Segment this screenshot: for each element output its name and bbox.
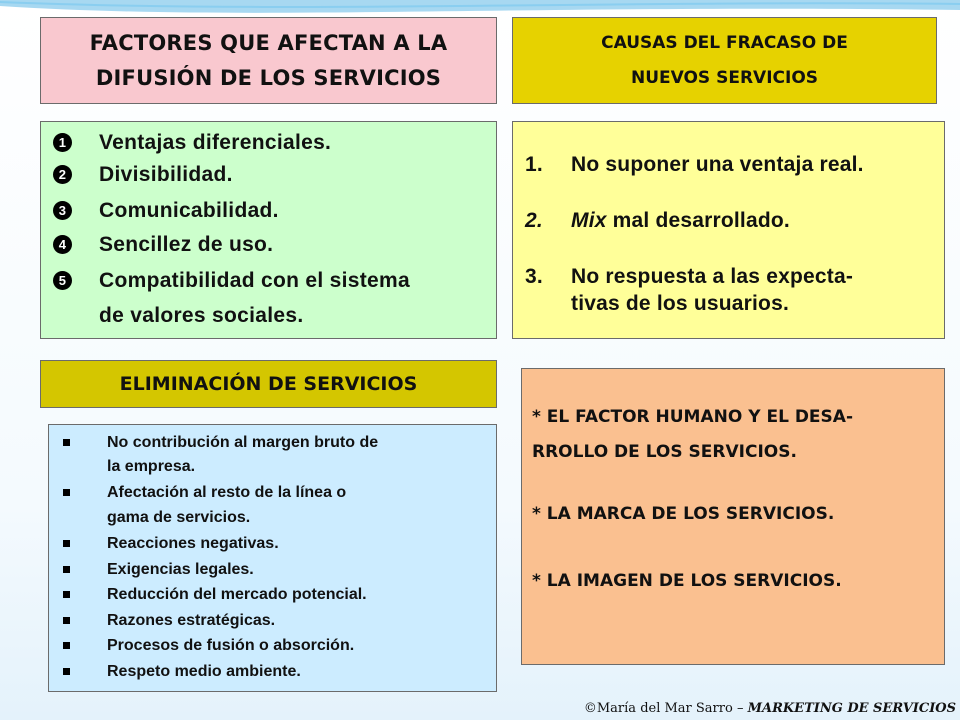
eliminacion-item-text: No contribución al margen bruto de xyxy=(107,434,379,451)
eliminacion-item-text: Respeto medio ambiente. xyxy=(107,663,301,680)
numbered-circle-icon: 1 xyxy=(53,133,72,152)
causas-item-number: 1. xyxy=(525,153,543,176)
eliminacion-item-text: gama de servicios. xyxy=(107,509,251,526)
eliminacion-list-box xyxy=(48,424,497,692)
footer-credit xyxy=(584,701,956,716)
eliminacion-item-text: Reducción del mercado potencial. xyxy=(107,586,367,603)
eliminacion-item-text: la empresa. xyxy=(107,458,196,475)
eliminacion-title-box xyxy=(40,360,497,408)
eliminacion-item-text: Razones estratégicas. xyxy=(107,612,276,629)
square-bullet-icon xyxy=(63,642,70,649)
footer-course: MARKETING DE SERVICIOS xyxy=(747,701,956,716)
causas-title-line2: NUEVOS SERVICIOS xyxy=(630,67,819,88)
factores-title-box xyxy=(40,17,497,104)
eliminacion-title: ELIMINACIÓN DE SERVICIOS xyxy=(119,373,418,395)
notas-line: * EL FACTOR HUMANO Y EL DESA- xyxy=(532,407,853,427)
eliminacion-item-text: Procesos de fusión o absorción. xyxy=(107,637,355,654)
notas-line: RROLLO DE LOS SERVICIOS. xyxy=(532,442,797,462)
causas-item-text: No respuesta a las expecta- xyxy=(571,265,854,288)
causas-item-number: 2. xyxy=(525,209,543,232)
factores-item-text: Divisibilidad. xyxy=(99,163,233,186)
numbered-circle-icon: 2 xyxy=(53,165,72,184)
square-bullet-icon xyxy=(63,566,70,573)
causas-title-line1: CAUSAS DEL FRACASO DE xyxy=(601,32,848,53)
numbered-circle-icon: 4 xyxy=(53,235,72,254)
notas-box xyxy=(521,368,945,665)
eliminacion-item-text: Exigencias legales. xyxy=(107,561,254,578)
square-bullet-icon xyxy=(63,540,70,547)
causas-list-box xyxy=(512,121,945,339)
factores-item-text: de valores sociales. xyxy=(99,304,304,327)
square-bullet-icon xyxy=(63,439,70,446)
factores-title-line2: DIFUSIÓN DE LOS SERVICIOS xyxy=(95,65,442,90)
notas-line: * LA MARCA DE LOS SERVICIOS. xyxy=(532,504,835,524)
numbered-circle-icon: 5 xyxy=(53,271,72,290)
factores-title-line1: FACTORES QUE AFECTAN A LA xyxy=(89,30,448,55)
causas-item-italic: Mix xyxy=(571,209,607,232)
causas-item-rest: mal desarrollado. xyxy=(606,209,790,232)
notas-line: * LA IMAGEN DE LOS SERVICIOS. xyxy=(532,571,842,591)
eliminacion-item-text: Reacciones negativas. xyxy=(107,535,279,552)
factores-item-text: Sencillez de uso. xyxy=(99,233,274,256)
eliminacion-item-text: Afectación al resto de la línea o xyxy=(107,484,347,501)
factores-list-box xyxy=(40,121,497,339)
causas-item-text xyxy=(571,209,790,233)
square-bullet-icon xyxy=(63,668,70,675)
numbered-circle-icon: 3 xyxy=(53,201,72,220)
square-bullet-icon xyxy=(63,591,70,598)
footer-author: ©María del Mar Sarro – xyxy=(583,701,748,716)
causas-title-box xyxy=(512,17,937,104)
causas-item-text: No suponer una ventaja real. xyxy=(571,153,864,176)
causas-item-number: 3. xyxy=(525,265,543,288)
square-bullet-icon xyxy=(63,489,70,496)
factores-item-text: Compatibilidad con el sistema xyxy=(99,269,410,292)
square-bullet-icon xyxy=(63,617,70,624)
factores-item-text: Ventajas diferenciales. xyxy=(99,131,332,154)
causas-item-text: tivas de los usuarios. xyxy=(571,292,789,315)
factores-item-text: Comunicabilidad. xyxy=(99,199,279,222)
